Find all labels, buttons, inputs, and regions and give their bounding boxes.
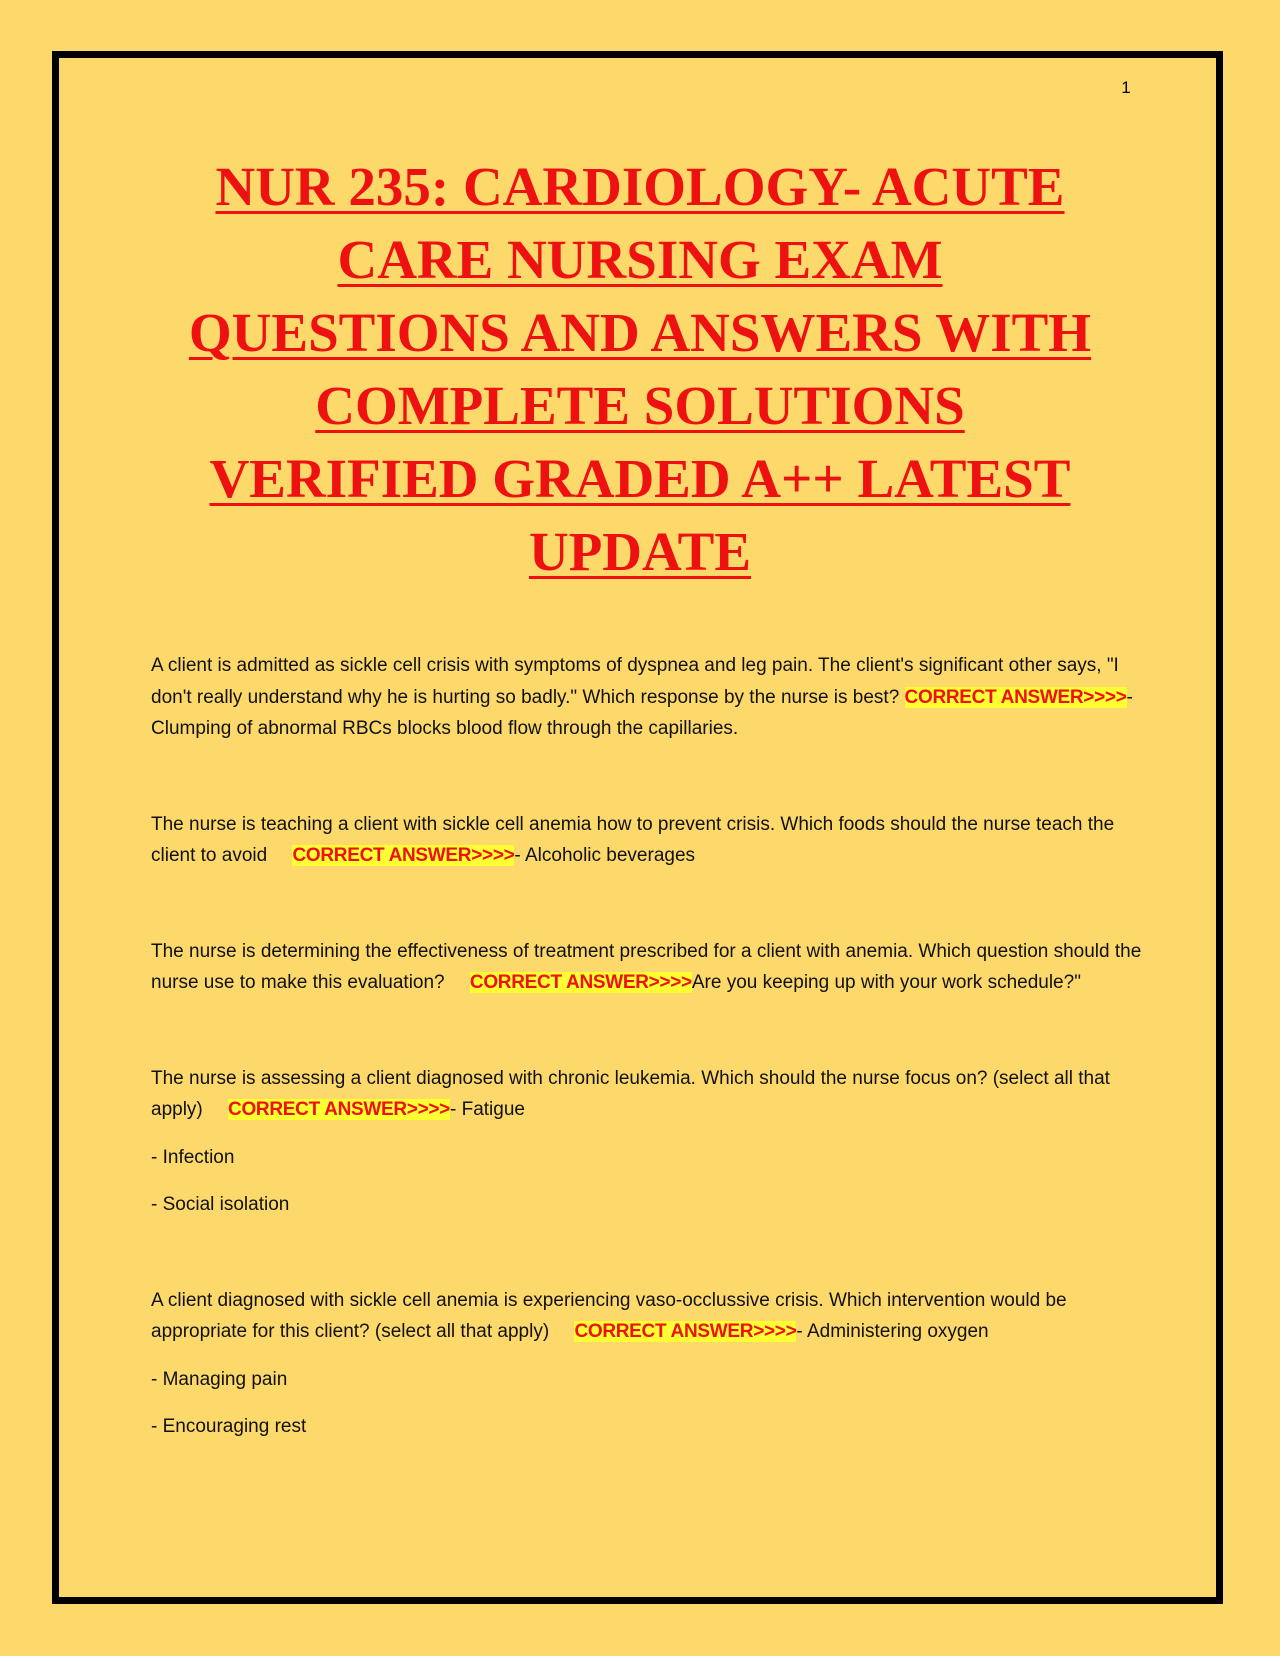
question-text: A client is admitted as sickle cell crisis with symptoms of dyspnea and leg pain. The client's significant other says, "I don't really understand why he is hurting so badly." Which response by the nurse is best? (151, 655, 1119, 708)
qa-paragraph (151, 1285, 1151, 1348)
qa-paragraph (151, 650, 1151, 745)
answer-text: - Clumping of abnormal RBCs blocks blood flow through the capillaries. (151, 686, 1133, 739)
title-line: CARE NURSING EXAM (337, 229, 943, 290)
answer-extra-line: - Managing pain (151, 1368, 288, 1390)
answer-extra-line: - Encouraging rest (151, 1416, 307, 1437)
qa-item (151, 1063, 1151, 1221)
question-text: The nurse is determining the effectiveness of treatment prescribed for a client with anemia. Which question should the nurse use to make this evaluation? (151, 940, 1142, 993)
qa-paragraph (151, 1063, 1151, 1126)
question-text: A client diagnosed with sickle cell anemia is experiencing vaso-occlussive crisis. Which intervention would be appropriate for this client? (select all that apply) (151, 1289, 1067, 1342)
qa-item (151, 809, 1151, 872)
title-line: QUESTIONS AND ANSWERS WITH (188, 302, 1092, 363)
question-text: The nurse is assessing a client diagnosed with chronic leukemia. Which should the nurse focus on? (select all that apply) (151, 1067, 1110, 1120)
title-line: VERIFIED GRADED A++ LATEST (209, 448, 1071, 509)
title-line: NUR 235: CARDIOLOGY- ACUTE (215, 156, 1065, 217)
question-text: The nurse is teaching a client with sickle cell anemia how to prevent crisis. Which foods should the nurse teach the client to avoid (151, 813, 1115, 866)
answer-extra-line: - Social isolation (151, 1194, 290, 1215)
page-number: 1 (1121, 78, 1131, 97)
qa-paragraph (151, 809, 1151, 872)
correct-answer-label: CORRECT ANSWER>>>> (292, 845, 515, 866)
answer-extra-line: - Infection (151, 1146, 235, 1168)
answer-text: - Administering oxygen (796, 1321, 989, 1342)
qa-paragraph (151, 936, 1151, 999)
answer-text: - Alcoholic beverages (514, 845, 696, 866)
qa-content (151, 650, 1151, 1443)
correct-answer-label: CORRECT ANSWER>>>> (904, 686, 1127, 708)
qa-item (151, 1285, 1151, 1443)
correct-answer-label: CORRECT ANSWER>>>> (228, 1099, 450, 1120)
answer-text: - Fatigue (449, 1099, 525, 1120)
title-line: UPDATE (528, 521, 752, 582)
qa-item (151, 936, 1151, 999)
qa-item (151, 650, 1151, 745)
correct-answer-label: CORRECT ANSWER>>>> (469, 972, 692, 993)
correct-answer-label: CORRECT ANSWER>>>> (574, 1321, 797, 1342)
document-title (130, 150, 1150, 588)
answer-text: Are you keeping up with your work schedule?" (691, 972, 1081, 993)
title-line: COMPLETE SOLUTIONS (315, 375, 965, 436)
